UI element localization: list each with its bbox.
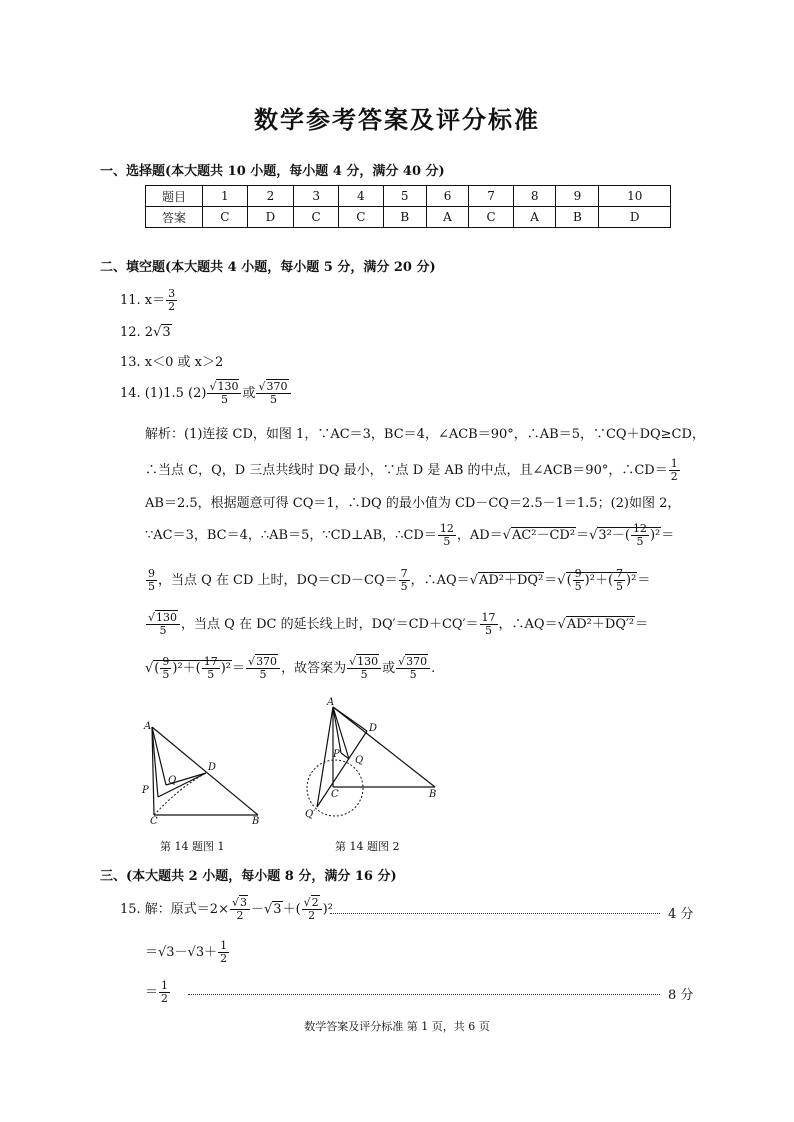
- analysis-line-7: √( $\frac{9}{5}$ )²＋( $\frac{17}{5}$ )²＝ $\frac{√370}{5}$ ，故答案为 $\frac{√130}{5}$ 或 $\frac{√370}{5}$ .: [145, 655, 436, 681]
- answer-text: ＝√3－√3＋: [145, 945, 218, 960]
- analysis-line-3: AB＝2.5，根据题意可得 CQ＝1，∴DQ 的最小值为 CD－CQ＝2.5－1＝1.5；(2)如图 2，: [145, 496, 681, 511]
- analysis-text: ，故答案为: [281, 661, 347, 676]
- answer-14: [120, 381, 292, 406]
- answer-text: 15. 解：原式＝2×: [120, 902, 229, 917]
- table-cell: 5: [383, 186, 426, 207]
- analysis-text: ∵AC＝3，BC＝4，∴AB＝5，∵CD⊥AB，∴CD＝: [145, 528, 437, 543]
- radicand: 130: [217, 380, 239, 393]
- answer-15-line-3: ＝ $\frac{1}{2}$: [145, 979, 169, 1005]
- table-cell: C: [203, 207, 248, 228]
- answer-text: 12. 2: [120, 325, 154, 340]
- table-cell: 8: [513, 186, 555, 207]
- table-cell: 3: [294, 186, 339, 207]
- analysis-line-6: $\frac{√130}{5}$ ，当点 Q 在 DC 的延长线上时，DQ′＝CD＋CQ′＝ $\frac{17}{5}$ ，∴AQ＝√AD²＋DQ′²＝: [148, 611, 649, 637]
- table-cell: 答案: [146, 207, 203, 228]
- analysis-line-5: $\frac{9}{5}$ ，当点 Q 在 CD 上时，DQ＝CD－CQ＝ $\frac{7}{5}$ ，∴AQ＝√AD²＋DQ²＝√( $\frac{9}{5}$ )²＋( $\frac{7}{5}$ )²＝: [148, 567, 651, 593]
- table-cell: 9: [556, 186, 599, 207]
- fraction-numerator: 3: [168, 287, 176, 300]
- answer-text: 14. (1)1.5 (2): [120, 386, 207, 401]
- table-row-numbers: [146, 186, 671, 207]
- answer-text: ＝: [145, 985, 159, 1000]
- figure-2: [295, 695, 445, 825]
- answer-12: 12. 2√3: [120, 325, 171, 340]
- table-cell: C: [338, 207, 383, 228]
- fraction-denominator: 5: [220, 393, 228, 406]
- fraction-denominator: 5: [269, 393, 277, 406]
- svg-text:Q: Q: [355, 755, 364, 766]
- radicand: 370: [266, 380, 288, 393]
- analysis-text: ∴当点 C，Q，D 三点共线时 DQ 最小，∵点 D 是 AB 的中点，且∠ACB＝90°，∴CD＝: [145, 463, 668, 478]
- analysis-line-2: ∴当点 C，Q，D 三点共线时 DQ 最小，∵点 D 是 AB 的中点，且∠ACB＝90°，∴CD＝ $\frac{1}{2}$: [145, 457, 678, 483]
- answer-15-line-1: 15. 解：原式＝2× $\frac{√3}{2}$ －√3＋( $\frac{√2}{2}$ )²: [120, 896, 333, 922]
- table-cell: 2: [247, 186, 294, 207]
- svg-text:D: D: [369, 723, 378, 734]
- svg-text:P: P: [333, 749, 340, 760]
- table-cell: B: [556, 207, 599, 228]
- answer-table: [145, 185, 671, 228]
- answer-15-line-2: ＝√3－√3＋ $\frac{1}{2}$: [145, 939, 228, 965]
- svg-text:P: P: [142, 785, 149, 796]
- table-cell: 1: [203, 186, 248, 207]
- analysis-text: ，当点 Q 在 CD 上时，DQ＝CD－CQ＝: [158, 573, 398, 588]
- analysis-text: ，当点 Q 在 DC 的延长线上时，DQ′＝CD＋CQ′＝: [181, 617, 479, 632]
- figure-1: [130, 715, 270, 825]
- table-cell: A: [426, 207, 468, 228]
- table-cell: A: [513, 207, 555, 228]
- fraction-denominator: 2: [168, 300, 176, 313]
- table-cell: 7: [469, 186, 514, 207]
- table-cell: C: [469, 207, 514, 228]
- answer-text: 或: [242, 386, 256, 401]
- figure-2-caption: 第 14 题图 2: [335, 840, 400, 853]
- analysis-line-4: ∵AC＝3，BC＝4，∴AB＝5，∵CD⊥AB，∴CD＝ $\frac{12}{5}$ ，AD＝√AC²－CD²＝√3²－( $\frac{12}{5}$ )²＝: [145, 522, 675, 548]
- radicand: 3: [162, 325, 171, 340]
- fraction: $\frac{√130}{5}$: [207, 381, 241, 406]
- svg-text:B: B: [429, 789, 437, 800]
- dotted-leader: [188, 994, 660, 995]
- table-cell: 10: [599, 186, 671, 207]
- section-3-heading: 三、(本大题共 2 小题，每小题 8 分，满分 16 分): [100, 869, 397, 884]
- svg-text:C: C: [150, 816, 158, 825]
- table-cell: 题目: [146, 186, 203, 207]
- svg-text:C: C: [331, 789, 339, 800]
- section-2-heading: 二、填空题(本大题共 4 小题，每小题 5 分，满分 20 分): [100, 260, 436, 275]
- fraction: [166, 288, 177, 313]
- svg-text:A: A: [327, 697, 335, 708]
- answer-13: 13. x＜0 或 x＞2: [120, 355, 224, 370]
- answer-text: 11. x＝: [120, 293, 166, 308]
- figure-1-caption: 第 14 题图 1: [160, 840, 225, 853]
- table-cell: 4: [338, 186, 383, 207]
- table-cell: 6: [426, 186, 468, 207]
- section-1-heading: 一、选择题(本大题共 10 小题，每小题 4 分，满分 40 分): [100, 164, 445, 179]
- svg-text:Q: Q: [168, 775, 177, 786]
- analysis-line-1: 解析：(1)连接 CD，如图 1，∵AC＝3，BC＝4，∠ACB＝90°，∴AB＝5，∵CQ＋DQ≥CD，: [145, 427, 705, 442]
- table-cell: B: [383, 207, 426, 228]
- table-row-answers: [146, 207, 671, 228]
- table-cell: D: [599, 207, 671, 228]
- svg-text:D: D: [208, 762, 217, 773]
- dotted-leader: [330, 913, 660, 914]
- fraction: $\frac{√370}{5}$: [256, 381, 290, 406]
- svg-text:A: A: [144, 721, 152, 732]
- svg-text:Q′: Q′: [305, 809, 316, 820]
- page-title: 数学参考答案及评分标准: [254, 105, 540, 134]
- page-footer: 数学答案及评分标准 第 1 页，共 6 页: [304, 1020, 490, 1033]
- score-4: 4 分: [668, 907, 694, 922]
- svg-text:B: B: [252, 816, 260, 825]
- table-cell: D: [247, 207, 294, 228]
- score-8: 8 分: [668, 988, 694, 1003]
- answer-11: [120, 288, 178, 313]
- table-cell: C: [294, 207, 339, 228]
